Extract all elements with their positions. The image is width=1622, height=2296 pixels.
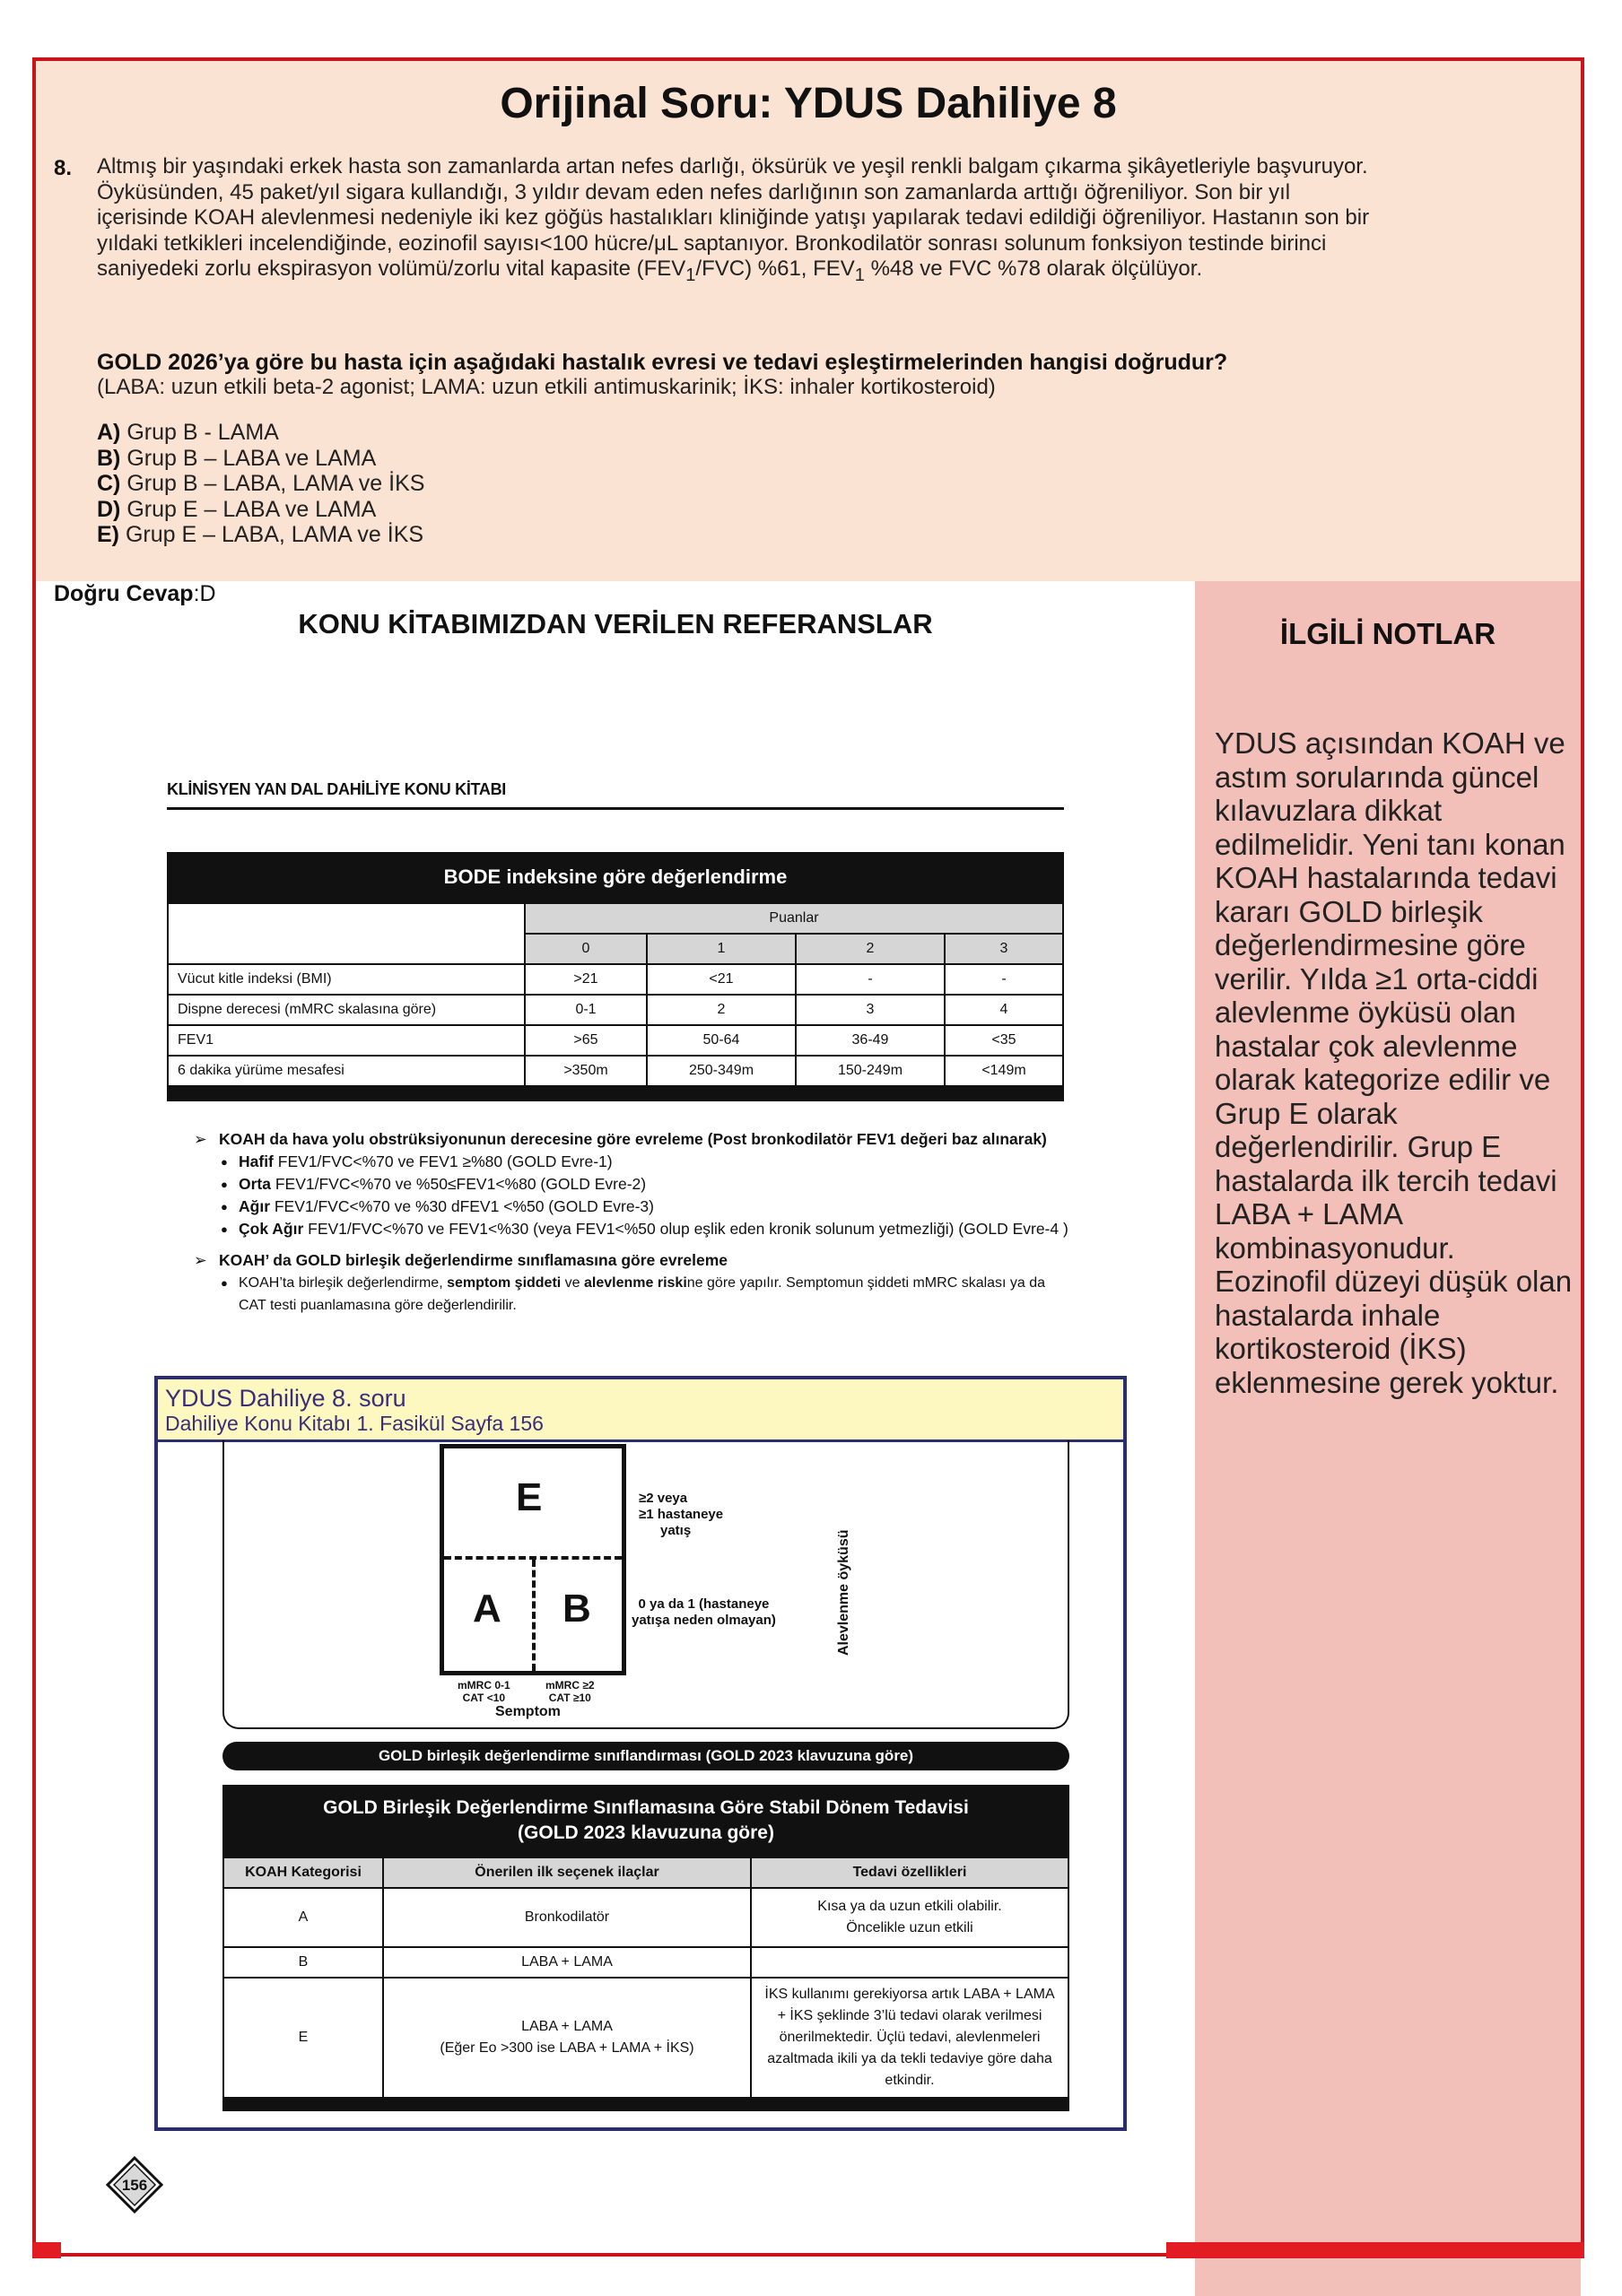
gold-diagram [222,1440,1069,1729]
table-row: E LABA + LAMA (Eğer Eo >300 ise LABA + LAMA + İKS) İKS kullanımı gerekiyorsa artık LABA + LAMA + İKS şeklinde 3’lü tedavi olarak verilmesi önerilmektedir. Üçlü tedavi, alevlenmeleri azaltmada ikili ya da tekli tedaviye göre daha etkindir. [223,1978,1068,2098]
book-header: KLİNİSYEN YAN DAL DAHİLİYE KONU KİTABI [167,780,506,798]
question-number: 8. [54,156,73,180]
group-b-label: B [562,1587,591,1631]
symptom-axis-label: Semptom [495,1704,561,1719]
notes-title: İLGİLİ NOTLAR [1279,617,1496,650]
list-item: ● Çok Ağır FEV1/FVC<%70 ve FEV1<%30 (veya FEV1<%50 olup eşlik eden kronik solunum yetmezliği) (GOLD Evre-4 ) [221,1218,1068,1240]
table-row: FEV1 >65 50-64 36-49 <35 [168,1025,1063,1056]
question-prompt: GOLD 2026’ya göre bu hasta için aşağıdaki hastalık evresi ve tedavi eşleştirmelerinden hangisi doğrudur? [97,350,1228,375]
table-row: Dispne derecesi (mMRC skalasına göre) 0-1 2 3 4 [168,995,1063,1025]
bullet-airflow-staging: ➢ KOAH da hava yolu obstrüksiyonunun derecesine göre evreleme (Post bronkodilatör FEV1 değeri baz alınarak) [194,1128,1068,1151]
list-item: ● Hafif FEV1/FVC<%70 ve FEV1 ≥%80 (GOLD Evre-1) [221,1151,1068,1173]
notes-panel [1195,581,1581,2296]
correct-answer: Doğru Cevap:D [54,581,216,606]
group-a-label: A [473,1587,501,1631]
staging-bullets [194,1128,1068,1317]
table-row: A Bronkodilatör Kısa ya da uzun etkili olabilir. Öncelikle uzun etkili [223,1888,1068,1947]
exacerbation-low-label: 0 ya da 1 (hastaneye yatışa neden olmayan) [632,1596,776,1628]
exacerbation-high-label: ≥2 veya ≥1 hastaneye yatış [639,1491,724,1538]
list-item: ● KOAH’ta birleşik değerlendirme, semptom şiddeti ve alevlenme riskine göre yapılır. Semptomun şiddeti mMRC skalası ya da CAT testi puanlamasına göre değerlendirilir. [221,1272,1068,1317]
option-e[interactable]: E) Grup E – LABA, LAMA ve İKS [97,522,424,547]
bode-table-title: BODE indeksine göre değerlendirme [443,865,788,888]
symptom-low-label: mMRC 0-1 CAT <10 [458,1679,510,1704]
exacerbation-axis-label: Alevlenme öyküsü [836,1529,851,1656]
group-e-label: E [516,1475,543,1519]
bottom-bar-left [32,2242,61,2258]
table-row: 6 dakika yürüme mesafesi >350m 250-349m 150-249m <149m [168,1056,1063,1086]
table-row: Vücut kitle indeksi (BMI) >21 <21 - - [168,964,1063,995]
list-item: ● Ağır FEV1/FVC<%70 ve %30 dFEV1 <%50 (GOLD Evre-3) [221,1196,1068,1218]
points-header: Puanlar [525,903,1063,934]
option-c[interactable]: C) Grup B – LABA, LAMA ve İKS [97,471,425,496]
gold-grid [440,1444,626,1675]
page-title: Orijinal Soru: YDUS Dahiliye 8 [500,80,1117,127]
option-b[interactable]: B) Grup B – LABA ve LAMA [97,445,377,471]
table-row: B LABA + LAMA [223,1947,1068,1978]
ydus-reference-box [154,1376,1127,2131]
question-stem: Altmış bir yaşındaki erkek hasta son zamanlarda artan nefes darlığı, öksürük ve yeşil renkli balgam çıkarma şikâyetleriyle başvuruyor. Öyküsünden, 45 paket/yıl sigara kullandığı, 3 yıldır devam eden nefes darlığının son zamanlarda arttığı öğreniliyor. Son bir yıl içerisinde KOAH alevlenmesi nedeniyle iki kez göğüs hastalıkları kliniğinde yatışı yapılarak tedavi edildiği öğreniliyor. Hastanın son bir yıldaki tetkikleri incelendiğinde, eozinofil sayısı<100 hücre/μL saptanıyor. Bronkodilatör sonrası solunum fonksiyon testinde birinci saniyedeki zorlu ekspirasyon volümü/zorlu vital kapasite $(FEV_1/FVC)$ %61, $FEV_1$ %48 ve FVC %78 olarak ölçülüyor. [97,154,1370,285]
notes-body: YDUS açısından KOAH ve astım sorularında güncel kılavuzlara dikkat edilmelidir. Yeni tanı konan KOAH hastalarında tedavi kararı GOLD birleşik değerlendirmesine göre verilir. Yılda ≥1 orta-ciddi alevlenme öyküsü olan hastalar çok alevlenme olarak kategorize edilir ve Grup E olarak değerlendirilir. Grup E hastalarda ilk tercih tedavi LABA + LAMA kombinasyonudur. Eozinofil düzeyi düşük olan hastalarda inhale kortikosteroid (İKS) eklenmesine gerek yoktur. [1215,726,1573,1399]
option-d[interactable]: D) Grup E – LABA ve LAMA [97,496,377,522]
bullet-gold-staging: ➢ KOAH’ da GOLD birleşik değerlendirme sınıflamasına göre evreleme [194,1249,1068,1272]
abbreviation-note: (LABA: uzun etkili beta-2 agonist; LAMA: uzun etkili antimuskarinik; İKS: inhaler kortikosteroid) [97,375,996,399]
option-a[interactable]: A) Grup B - LAMA [97,420,279,445]
question-panel [36,61,1581,606]
ydus-reference-label: YDUS Dahiliye 8. soru Dahiliye Konu Kitabı 1. Fasikül Sayfa 156 [158,1379,1123,1442]
bottom-bar-right [1166,2242,1584,2258]
page-number-badge [106,2156,163,2213]
stable-treatment-table: GOLD Birleşik Değerlendirme Sınıflamasına Göre Stabil Dönem Tedavisi (GOLD 2023 klavuzuna göre) KOAH Kategorisi Önerilen ilk seçenek ilaçlar Tedavi özellikleri A Bronkodilatör Kısa ya da uzun etkili olabilir. Öncelikle uzun etkili B LABA + LAMA E LABA + LAMA (Eğer Eo >300 ise LABA + LAMA + İKS) İKS kullanımı gerekiyorsa artık LABA + LAMA + İKS şeklinde 3’lü tedavi olarak verilmesi önerilmektedir. Üçlü tedavi, alevlenmeleri azaltmada ikili ya da tekli tedaviye göre daha etkindir. [222,1785,1069,2111]
references-title: KONU KİTABIMIZDAN VERİLEN REFERANSLAR [298,608,933,639]
stable-table-title: GOLD Birleşik Değerlendirme Sınıflamasına Göre Stabil Dönem Tedavisi (GOLD 2023 klavuzuna göre) [323,1797,969,1843]
symptom-high-label: mMRC ≥2 CAT ≥10 [545,1679,595,1704]
bode-table: BODE indeksine göre değerlendirme Puanlar 0 1 2 3 Vücut kitle indeksi (BMI) >21 <21 - - Dispne derecesi (mMRC skalasına göre) 0-1 2 3 4 FEV1 >65 50-64 36-49 <35 6 dakika yürüme mesafesi >350m 250-349m 150-249m <149m [167,852,1064,1101]
list-item: ● Orta FEV1/FVC<%70 ve %50≤FEV1<%80 (GOLD Evre-2) [221,1173,1068,1196]
header-rule [167,807,1064,810]
gold-diagram-caption: GOLD birleşik değerlendirme sınıflandırması (GOLD 2023 klavuzuna göre) [222,1742,1069,1770]
answer-options [97,420,424,548]
page-number: 156 [121,2177,148,2194]
